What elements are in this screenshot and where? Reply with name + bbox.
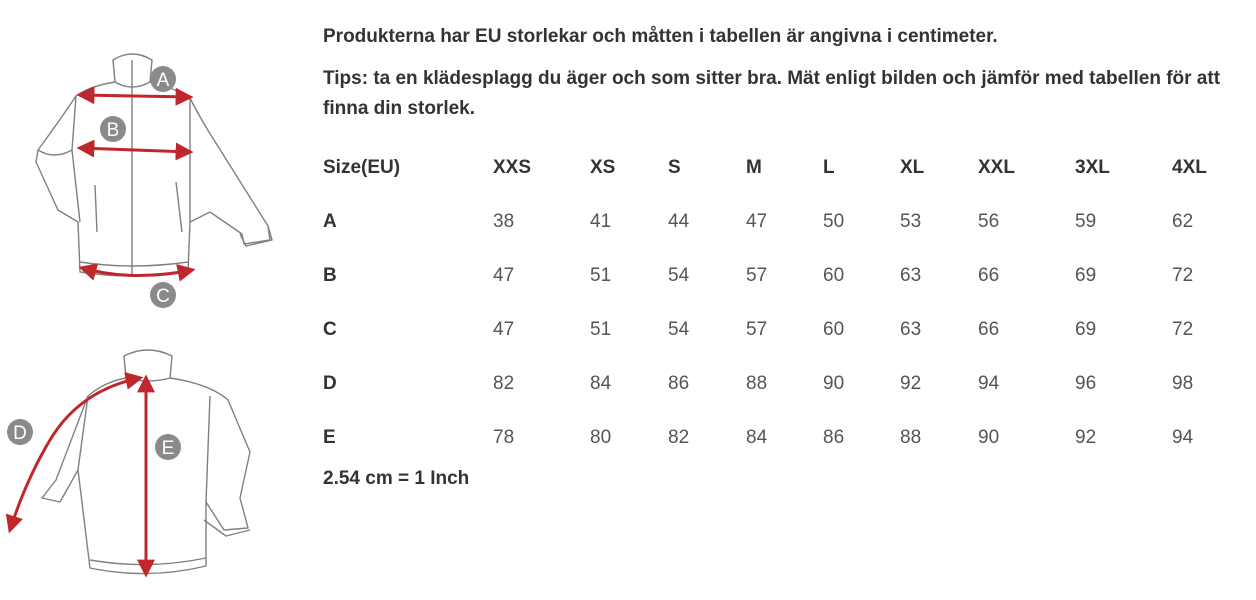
table-cell: 54 <box>668 265 690 286</box>
table-cell: 60 <box>823 265 845 286</box>
table-cell: 53 <box>900 211 922 232</box>
intro-line: Produkterna har EU storlekar och måtten i tabellen är angivna i centimeter. <box>323 26 998 47</box>
table-row <box>323 249 1242 303</box>
row-label: B <box>323 265 337 286</box>
table-cell: 72 <box>1172 265 1194 286</box>
header-size-eu: Size(EU) <box>323 157 401 178</box>
badge-d <box>7 419 33 445</box>
table-cell: 57 <box>746 319 768 340</box>
table-cell: 56 <box>978 211 1000 232</box>
table-header-row <box>323 141 1242 195</box>
badge-c-label: C <box>156 286 170 307</box>
table-cell: 59 <box>1075 211 1097 232</box>
table-row <box>323 411 1242 465</box>
table-cell: 86 <box>823 427 845 448</box>
table-cell: 44 <box>668 211 690 232</box>
table-cell: 96 <box>1075 373 1097 394</box>
header-xxl: XXL <box>978 157 1015 178</box>
row-label: D <box>323 373 337 394</box>
table-cell: 63 <box>900 265 922 286</box>
table-cell: 69 <box>1075 265 1097 286</box>
badge-b-label: B <box>106 120 120 141</box>
intro-text <box>323 22 1243 136</box>
tips-text: Tips: ta en klädesplagg du äger och som sitter bra. Mät enligt bilden och jämför med tabellen för att finna din storlek. <box>323 68 1221 119</box>
table-cell: 47 <box>746 211 768 232</box>
table-cell: 82 <box>493 373 515 394</box>
front-measurement-arrows <box>80 95 192 276</box>
table-row <box>323 195 1242 249</box>
size-table <box>323 141 1242 465</box>
table-cell: 57 <box>746 265 768 286</box>
table-cell: 60 <box>823 319 845 340</box>
table-cell: 62 <box>1172 211 1194 232</box>
badge-e <box>155 434 181 460</box>
header-xl: XL <box>900 157 925 178</box>
table-cell: 51 <box>590 319 612 340</box>
table-cell: 92 <box>1075 427 1097 448</box>
table-cell: 90 <box>978 427 1000 448</box>
header-xs: XS <box>590 157 616 178</box>
table-cell: 54 <box>668 319 690 340</box>
badge-a <box>150 66 176 92</box>
badge-a-label: A <box>156 70 170 91</box>
table-cell: 94 <box>978 373 1000 394</box>
header-m: M <box>746 157 762 178</box>
header-xxs: XXS <box>493 157 532 178</box>
table-cell: 72 <box>1172 319 1194 340</box>
table-cell: 47 <box>493 265 515 286</box>
badge-d-label: D <box>13 423 27 444</box>
table-cell: 88 <box>900 427 922 448</box>
badge-b <box>100 116 126 142</box>
row-label: E <box>323 427 336 448</box>
table-row <box>323 357 1242 411</box>
table-cell: 47 <box>493 319 515 340</box>
table-row <box>323 303 1242 357</box>
table-cell: 92 <box>900 373 922 394</box>
header-4xl: 4XL <box>1172 157 1207 178</box>
jacket-measurement-diagram <box>0 0 300 600</box>
table-cell: 84 <box>590 373 612 394</box>
table-cell: 78 <box>493 427 515 448</box>
table-cell: 66 <box>978 319 1000 340</box>
badge-c <box>150 282 176 308</box>
table-cell: 98 <box>1172 373 1194 394</box>
table-cell: 84 <box>746 427 768 448</box>
table-cell: 94 <box>1172 427 1194 448</box>
row-label: C <box>323 319 337 340</box>
badge-e-label: E <box>161 438 175 459</box>
table-cell: 41 <box>590 211 612 232</box>
header-3xl: 3XL <box>1075 157 1110 178</box>
table-cell: 86 <box>668 373 690 394</box>
back-measurement-arrows <box>10 378 146 574</box>
table-cell: 82 <box>668 427 690 448</box>
table-cell: 69 <box>1075 319 1097 340</box>
table-cell: 90 <box>823 373 845 394</box>
header-s: S <box>668 157 681 178</box>
table-cell: 50 <box>823 211 845 232</box>
row-label: A <box>323 211 337 232</box>
table-cell: 80 <box>590 427 612 448</box>
table-cell: 63 <box>900 319 922 340</box>
conversion-footnote: 2.54 cm = 1 Inch <box>323 468 470 489</box>
header-l: L <box>823 157 835 178</box>
table-cell: 51 <box>590 265 612 286</box>
table-cell: 88 <box>746 373 768 394</box>
table-cell: 66 <box>978 265 1000 286</box>
table-cell: 38 <box>493 211 515 232</box>
